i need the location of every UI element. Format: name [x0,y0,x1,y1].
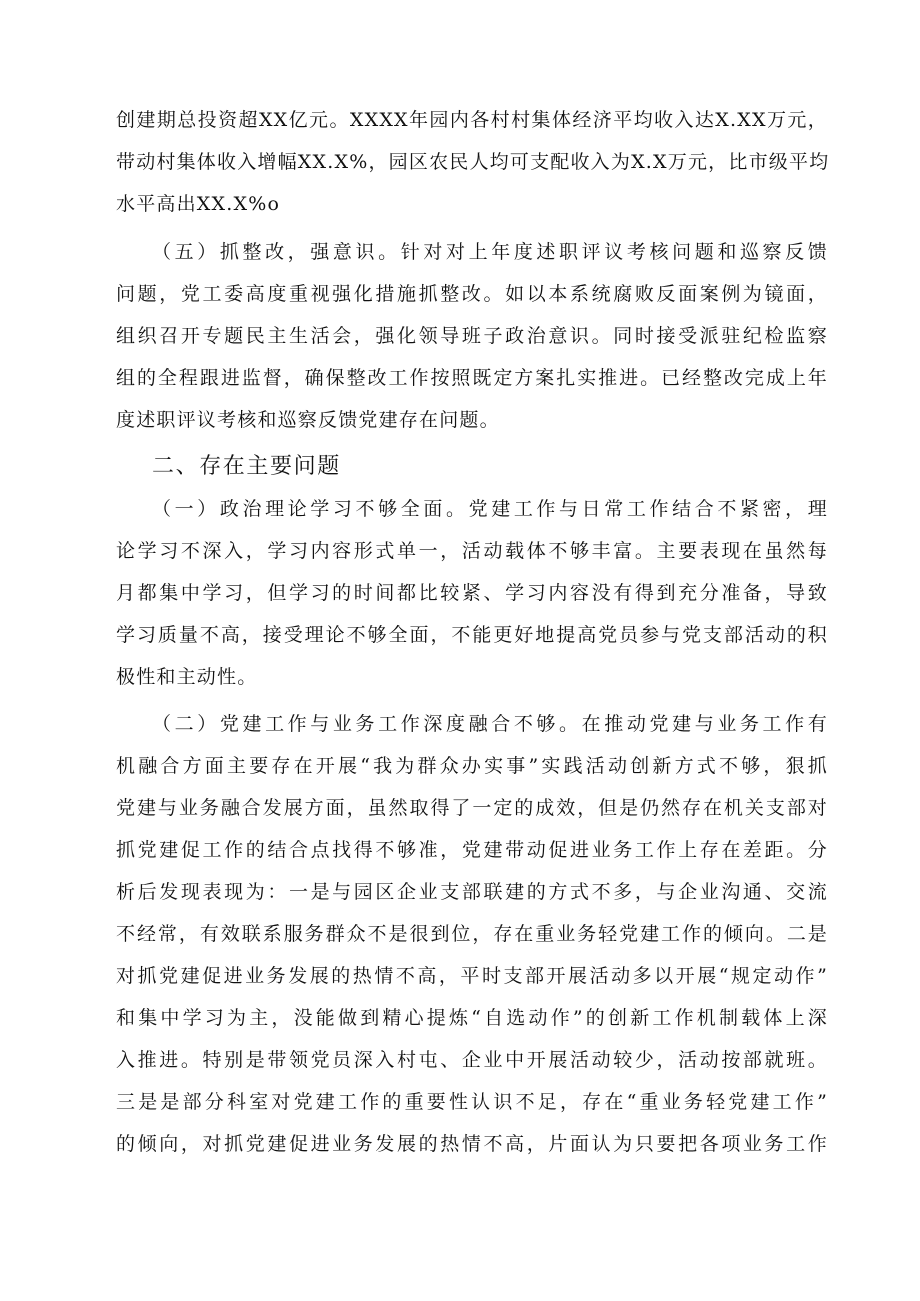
paragraph-line: 入推进。特别是带领党员深入村屯、企业中开展活动较少，活动按部就班。 [116,1049,828,1071]
paragraph-line: 度述职评议考核和巡察反馈党建存在问题。 [116,409,500,431]
paragraph-line: 水平高出XX.X%o [116,193,281,215]
paragraph-line: （五）抓整改，强意识。针对对上年度述职评议考核问题和巡察反馈 [152,241,828,263]
paragraph-line: 党建与业务融合发展方面，虽然取得了一定的成效，但是仍然存在机关支部对 [116,797,828,819]
paragraph-line: 学习质量不高，接受理论不够全面，不能更好地提高党员参与党支部活动的积 [116,624,828,646]
paragraph-line: 和集中学习为主，没能做到精心提炼“自选动作”的创新工作机制载体上深 [116,1007,828,1029]
paragraph-line: 的倾向，对抓党建促进业务发展的热情不高，片面认为只要把各项业务工作 [116,1133,828,1155]
paragraph-line: （二）党建工作与业务工作深度融合不够。在推动党建与业务工作有 [152,713,828,735]
paragraph-line: 对抓党建促进业务发展的热情不高，平时支部开展活动多以开展“规定动作” [116,965,828,987]
paragraph-line: 析后发现表现为：一是与园区企业支部联建的方式不多，与企业沟通、交流 [116,881,828,903]
paragraph-line: 极性和主动性。 [116,666,258,688]
paragraph-line: 三是是部分科室对党建工作的重要性认识不足，存在“重业务轻党建工作” [116,1091,828,1113]
paragraph-line: 问题，党工委高度重视强化措施抓整改。如以本系统腐败反面案例为镜面， [116,283,828,305]
paragraph-line: 机融合方面主要存在开展“我为群众办实事”实践活动创新方式不够，狠抓 [116,755,828,777]
section-heading: 二、存在主要问题 [152,454,341,479]
paragraph-line: 组织召开专题民主生活会，强化领导班子政治意识。同时接受派驻纪检监察 [116,325,828,347]
paragraph-line: 月都集中学习，但学习的时间都比较紧、学习内容没有得到充分准备，导致 [116,582,828,604]
paragraph-line: 论学习不深入，学习内容形式单一，活动载体不够丰富。主要表现在虽然每 [116,540,828,562]
paragraph-line: 抓党建促工作的结合点找得不够准，党建带动促进业务工作上存在差距。分 [116,839,828,861]
paragraph-line: 创建期总投资超XX亿元。XXXX年园内各村村集体经济平均收入达X.XX万元， [116,109,828,131]
paragraph-line: 组的全程跟进监督，确保整改工作按照既定方案扎实推进。已经整改完成上年 [116,367,828,389]
paragraph-line: （一）政治理论学习不够全面。党建工作与日常工作结合不紧密，理 [152,498,828,520]
paragraph-line: 带动村集体收入增幅XX.X%，园区农民人均可支配收入为X.X万元，比市级平均 [116,151,830,173]
paragraph-line: 不经常，有效联系服务群众不是很到位，存在重业务轻党建工作的倾向。二是 [116,923,828,945]
